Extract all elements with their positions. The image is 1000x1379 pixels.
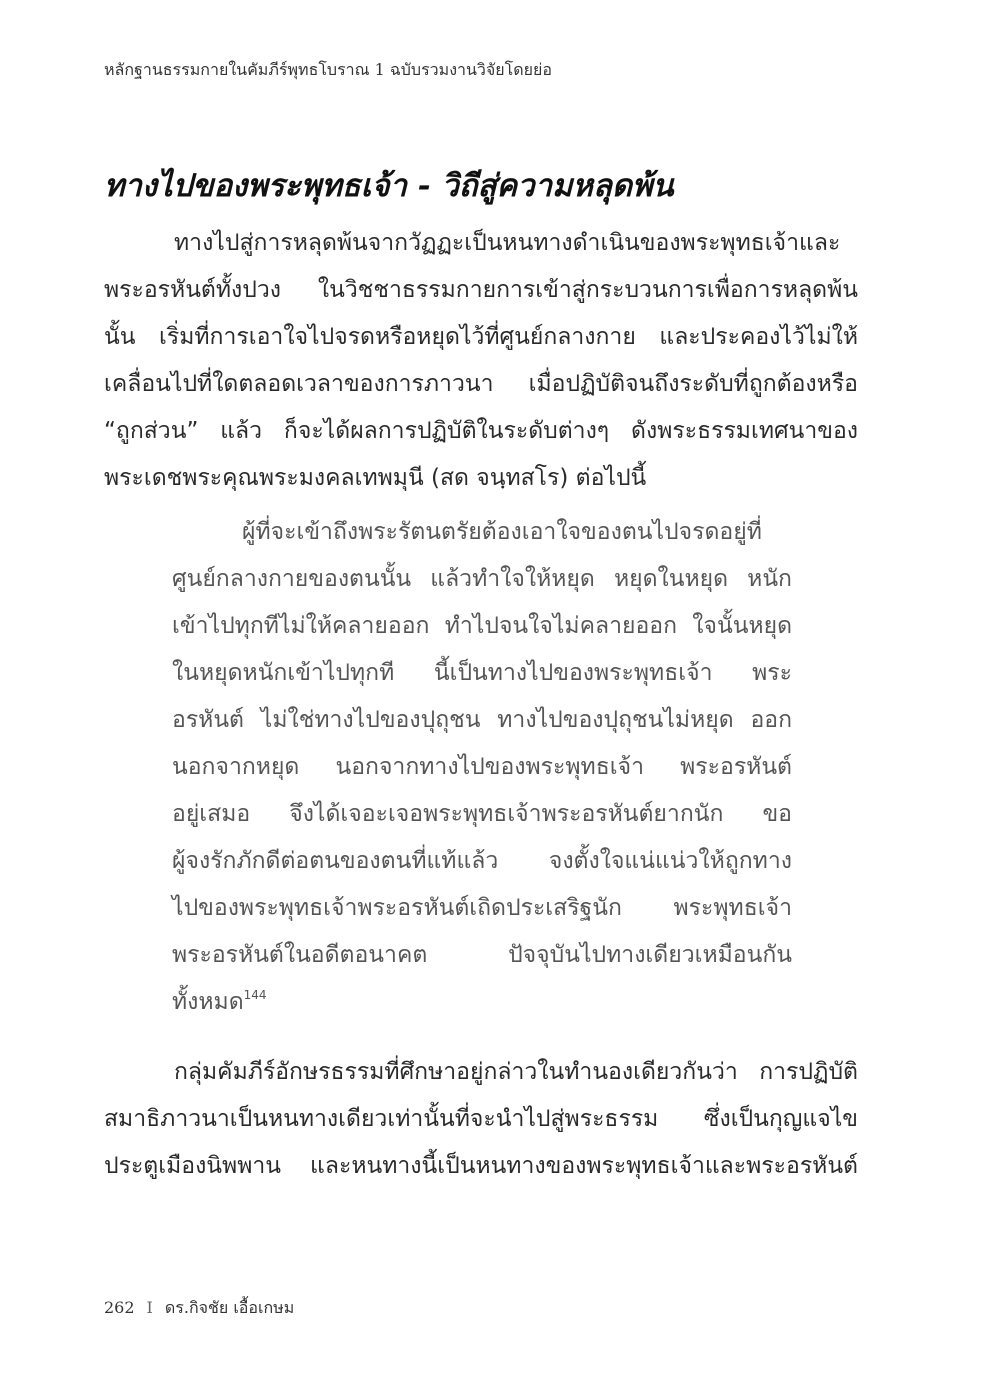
footer-separator: I <box>146 1298 153 1317</box>
quote-line: อยู่เสมอ จึงได้เจอะเจอพระพุทธเจ้าพระอรหันต์ยากนัก ขอ <box>172 801 792 827</box>
footnote-reference[interactable]: 144 <box>243 988 267 1002</box>
paragraph-line: นั้น เริ่มที่การเอาใจไปจรดหรือหยุดไว้ที่ศูนย์กลางกาย และประคองไว้ไม่ให้ <box>104 324 858 350</box>
quote-last-line <box>172 979 792 1026</box>
quote-line: ผู้จงรักภักดีต่อตนของตนที่แท้แล้ว จงตั้งใจแน่แน่วให้ถูกทาง <box>172 848 792 874</box>
quote-line-text: ทั้งหมด <box>172 989 244 1015</box>
quote-line: เข้าไปทุกทีไม่ให้คลายออก ทำไปจนใจไม่คลายออก ใจนั้นหยุด <box>172 613 792 639</box>
paragraph-line: เคลื่อนไปที่ใดตลอดเวลาของการภาวนา เมื่อปฏิบัติจนถึงระดับที่ถูกต้องหรือ <box>104 371 858 397</box>
quote-line: ศูนย์กลางกายของตนนั้น แล้วทำใจให้หยุด หยุดในหยุด หนัก <box>172 566 792 592</box>
running-header: หลักฐานธรรมกายในคัมภีร์พุทธโบราณ 1 ฉบับรวมงานวิจัยโดยย่อ <box>104 60 553 79</box>
quote-line: ไปของพระพุทธเจ้าพระอรหันต์เถิดประเสริฐนัก พระพุทธเจ้า <box>172 895 792 921</box>
quote-line: อรหันต์ ไม่ใช่ทางไปของปุถุชน ทางไปของปุถุชนไม่หยุด ออก <box>172 707 792 733</box>
paragraph-line: ประตูเมืองนิพพาน และหนทางนี้เป็นหนทางของพระพุทธเจ้าและพระอรหันต์ <box>104 1153 858 1179</box>
paragraph-line: ทางไปสู่การหลุดพ้นจากวัฏฏะเป็นหนทางดำเนินของพระพุทธเจ้าและ <box>174 230 841 256</box>
intro-paragraph <box>104 220 858 502</box>
page-footer <box>104 1296 294 1321</box>
closing-paragraph <box>104 1049 858 1190</box>
page-number: 262 <box>104 1298 135 1317</box>
sermon-quote <box>172 509 792 1026</box>
paragraph-line: กลุ่มคัมภีร์อักษรธรรมที่ศึกษาอยู่กล่าวในทำนองเดียวกันว่า การปฏิบัติ <box>174 1059 858 1085</box>
paragraph-line: พระอรหันต์ทั้งปวง ในวิชชาธรรมกายการเข้าสู่กระบวนการเพื่อการหลุดพ้น <box>104 277 858 303</box>
quote-line: นอกจากหยุด นอกจากทางไปของพระพุทธเจ้า พระอรหันต์ <box>172 754 792 780</box>
author-name: ดร.กิจชัย เอื้อเกษม <box>164 1298 295 1317</box>
paragraph-line: พระเดชพระคุณพระมงคลเทพมุนี (สด จนฺทสโร) ต่อไปนี้ <box>104 465 647 491</box>
section-title: ทางไปของพระพุทธเจ้า - วิถีสู่ความหลุดพ้น <box>104 168 674 204</box>
quote-line: ในหยุดหนักเข้าไปทุกที นี้เป็นทางไปของพระพุทธเจ้า พระ <box>172 660 792 686</box>
quote-line: พระอรหันต์ในอดีตอนาคต ปัจจุบันไปทางเดียวเหมือนกัน <box>172 942 792 968</box>
paragraph-line: สมาธิภาวนาเป็นหนทางเดียวเท่านั้นที่จะนำไปสู่พระธรรม ซึ่งเป็นกุญแจไข <box>104 1106 858 1132</box>
paragraph-line: “ถูกส่วน” แล้ว ก็จะได้ผลการปฏิบัติในระดับต่างๆ ดังพระธรรมเทศนาของ <box>104 418 858 444</box>
quote-line: ผู้ที่จะเข้าถึงพระรัตนตรัยต้องเอาใจของตนไปจรดอยู่ที่ <box>242 519 762 545</box>
